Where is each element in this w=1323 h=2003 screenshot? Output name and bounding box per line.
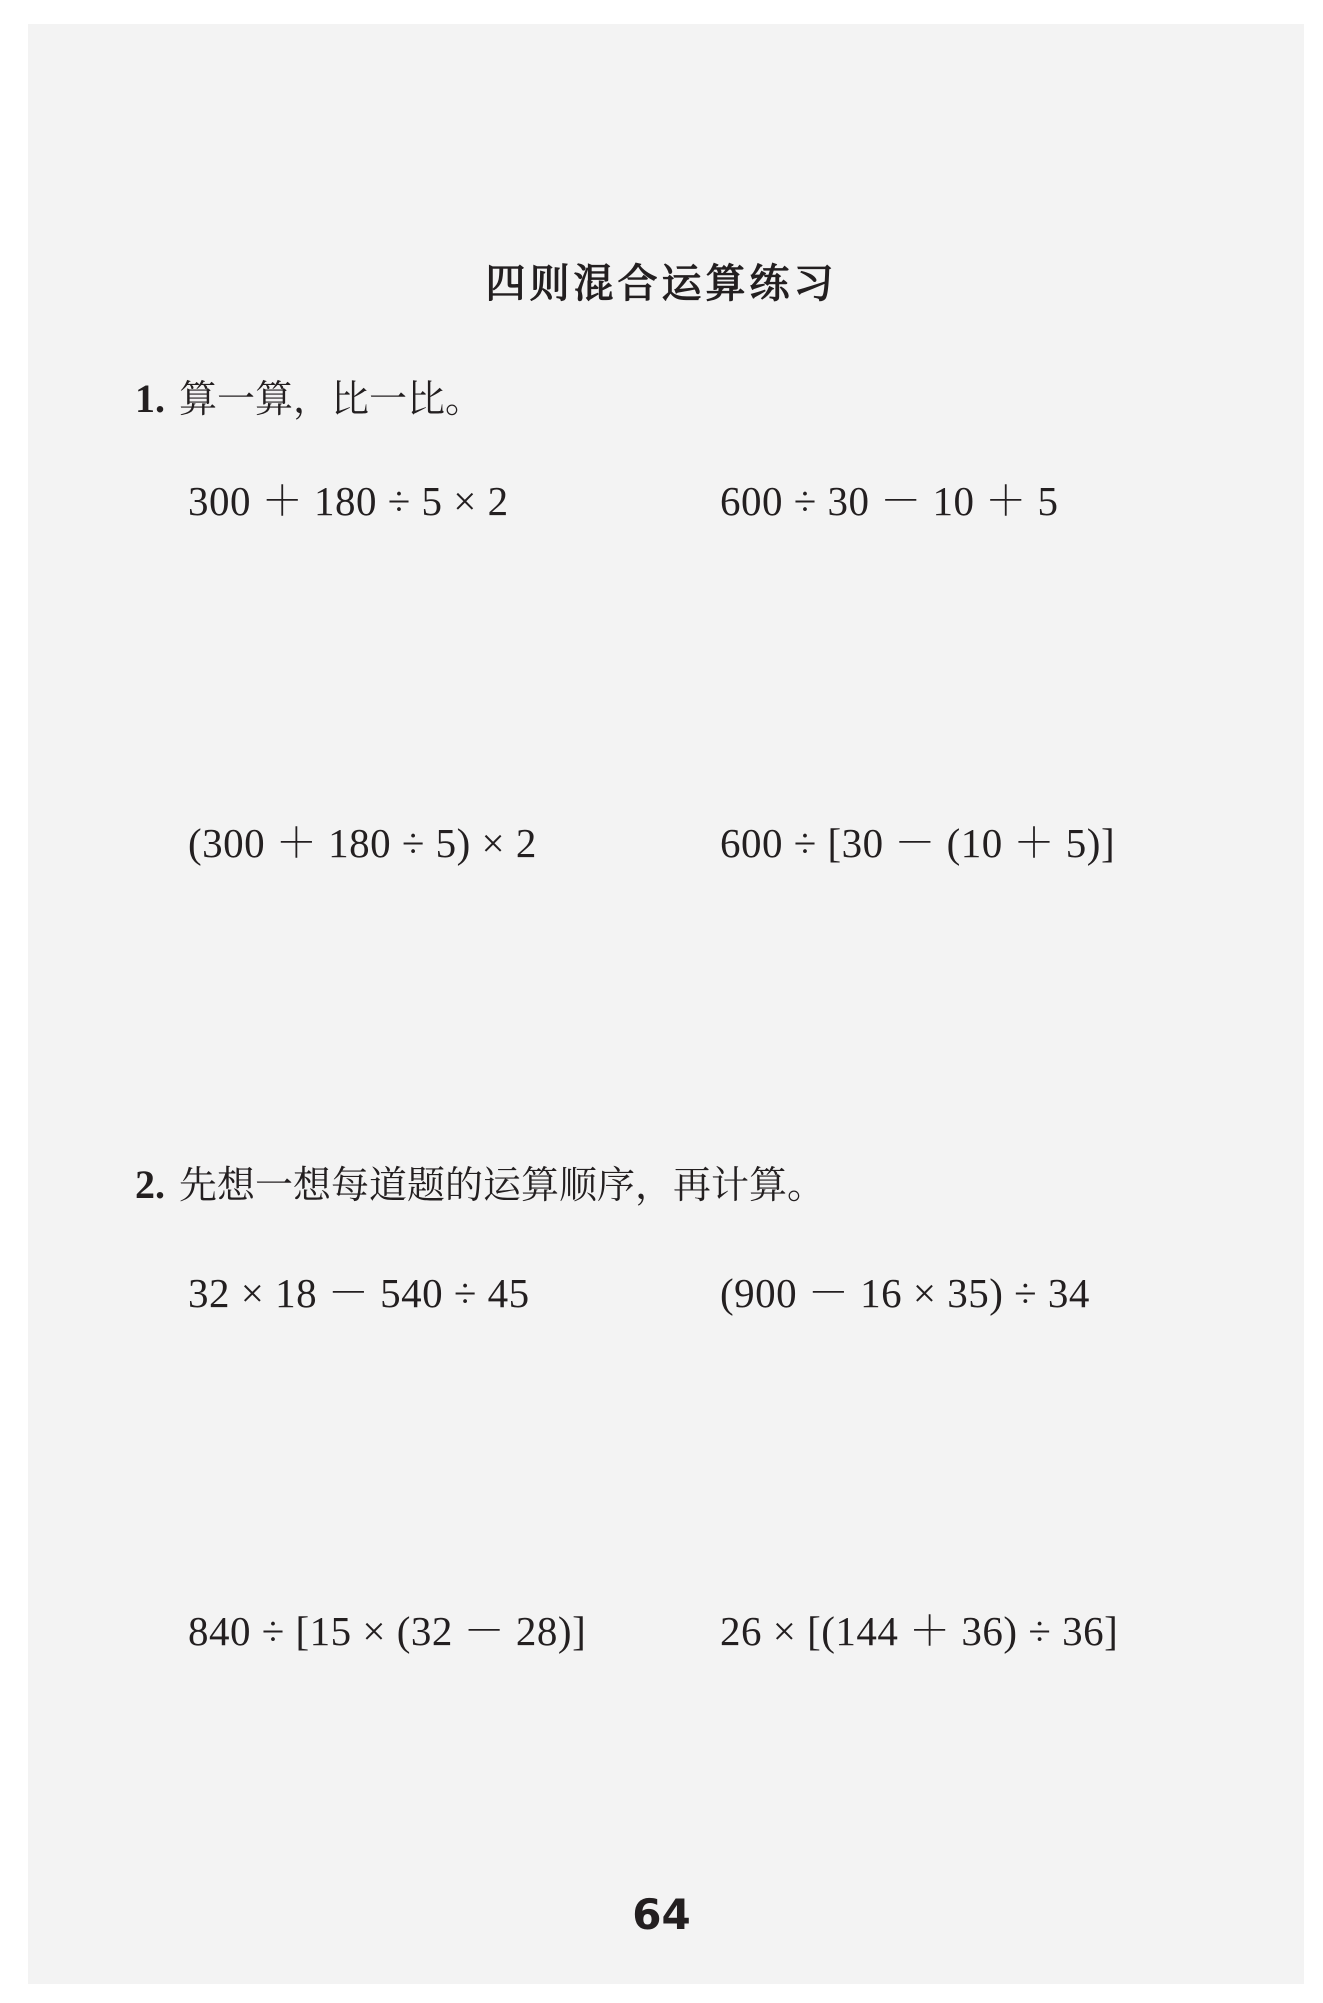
question-1-number: 1. bbox=[135, 376, 165, 421]
q1-expression-1: 300 ＋ 180 ÷ 5 × 2 bbox=[188, 478, 509, 524]
page-number: 64 bbox=[632, 1890, 691, 1939]
q2-expression-3: 840 ÷ [15 × (32 － 28)] bbox=[188, 1608, 587, 1654]
q1-expression-4: 600 ÷ [30 － (10 ＋ 5)] bbox=[720, 820, 1116, 866]
q2-expression-4: 26 × [(144 ＋ 36) ÷ 36] bbox=[720, 1608, 1119, 1654]
question-1-heading bbox=[135, 368, 483, 423]
question-1-prompt: 算一算，比一比。 bbox=[179, 377, 484, 421]
question-2-number: 2. bbox=[135, 1162, 165, 1207]
question-2-prompt: 先想一想每道题的运算顺序，再计算。 bbox=[179, 1163, 826, 1207]
q1-expression-2: 600 ÷ 30 － 10 ＋ 5 bbox=[720, 478, 1059, 524]
page-sheet bbox=[28, 24, 1304, 1984]
q2-expression-2: (900 － 16 × 35) ÷ 34 bbox=[720, 1270, 1090, 1316]
question-2-heading bbox=[135, 1154, 825, 1209]
q1-expression-3: (300 ＋ 180 ÷ 5) × 2 bbox=[188, 820, 537, 866]
page-title: 四则混合运算练习 bbox=[485, 261, 838, 307]
q2-expression-1: 32 × 18 － 540 ÷ 45 bbox=[188, 1270, 530, 1316]
